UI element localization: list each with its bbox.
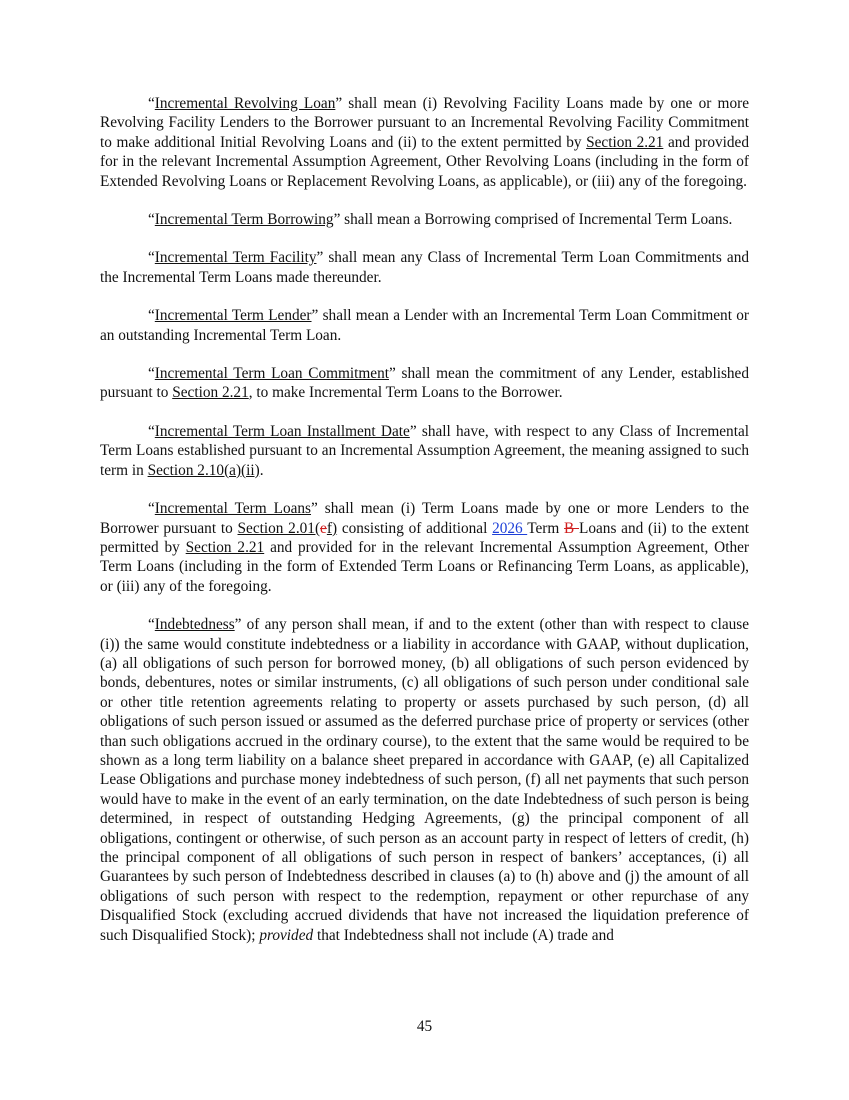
text-run: “: [148, 95, 155, 112]
text-run: Term: [527, 519, 565, 537]
underlined-term: Indebtedness: [154, 616, 235, 634]
underlined-term: Incremental Revolving Loan: [154, 95, 336, 112]
underlined-term: Incremental Term Facility: [154, 249, 317, 267]
text-run: ” shall mean the commitment of any Lender, established pursuant to: [100, 365, 749, 402]
text-run: “: [148, 365, 155, 383]
italic-text: provided: [259, 926, 314, 944]
underlined-term: f): [326, 519, 338, 537]
page-number: 45: [416, 1018, 433, 1035]
text-run: ” shall mean a Borrowing comprised of Incremental Term Loans.: [333, 211, 733, 229]
underlined-term: Section 2.21: [586, 133, 664, 151]
definition-incremental-term-loan-installment-date: [100, 422, 749, 480]
deleted-text: e: [320, 519, 327, 537]
text-run: “: [148, 211, 155, 229]
text-run: and provided for in the relevant Incremental Assumption Agreement, Other Revolving Loans (including in the form of Extended Revolving Loans or Replacement Revolving Loans, as applicable), or (iii) any of the foregoing.: [100, 133, 749, 190]
text-run: , to make Incremental Term Loans to the Borrower.: [248, 384, 563, 402]
underlined-term: Incremental Term Loans: [154, 500, 312, 518]
definition-incremental-term-lender: [100, 306, 749, 345]
text-run: “: [148, 307, 155, 325]
text-run: that Indebtedness shall not include (A) trade and: [313, 926, 614, 944]
text-run: .: [259, 461, 264, 479]
text-run: ” of any person shall mean, if and to the extent (other than with respect to clause (i)) the same would constitute indebtedness or a liability in accordance with GAAP, without duplication, (a) all obligations of such person for borrowed money, (b) all obligations of such person evidenced by bonds, debentures, notes or similar instruments, (c) all obligations of such person under conditional sale or other title retention agreements relating to property or assets purchased by such person, (d) all obligations of such person issued or assumed as the deferred purchase price of property or services (other than such obligations accrued in the ordinary course), to the extent that the same would be required to be shown as a long term liability on a balance sheet prepared in accordance with GAAP, (e) all Capitalized Lease Obligations and purchase money indebtedness of such person, (f) all net payments that such person would have to make in the event of an early termination, on the date Indebtedness of such person is being determined, in respect of outstanding Hedging Agreements, (g) the principal component of all obligations, contingent or otherwise, of such person as an account party in respect of letters of credit, (h) the principal component of all obligations of such person in respect of bankers’ acceptances, (i) all Guarantees by such person of Indebtedness described in clauses (a) to (h) above and (j) the amount of all obligations of such person with respect to the redemption, repayment or other repurchase of any Disqualified Stock (excluding accrued dividends that have not increased the liquidation preference of such Disqualified Stock);: [100, 616, 749, 944]
underlined-term: Incremental Term Borrowing: [154, 211, 334, 229]
underlined-term: Incremental Term Loan Commitment: [154, 365, 389, 383]
underlined-term: Section 2.21: [185, 538, 265, 556]
definition-incremental-term-loan-commitment: [100, 364, 749, 403]
text-run: ” shall mean a Lender with an Incremental Term Loan Commitment or an outstanding Incremental Term Loan.: [100, 307, 749, 344]
text-run: “: [148, 422, 155, 440]
definition-incremental-term-loans: [100, 499, 749, 596]
underlined-term: Incremental Term Lender: [154, 307, 312, 325]
text-run: ” shall mean (i) Revolving Facility Loans made by one or more Revolving Facility Lenders to the Borrower pursuant to an Incremental Revolving Facility Commitment to make additional Initial Revolving Loans and (ii) to the extent permitted by: [100, 95, 749, 151]
definition-incremental-term-borrowing: [100, 210, 749, 229]
text-run: ” shall mean (i) Term Loans made by one or more Lenders to the Borrower pursuant to: [100, 500, 749, 537]
text-run: Loans and (ii) to the extent permitted by: [100, 519, 749, 556]
deleted-text: B: [564, 519, 580, 537]
definition-incremental-revolving-loan: [100, 94, 749, 191]
underlined-term: Section 2.01(: [237, 519, 321, 537]
definition-indebtedness: [100, 615, 749, 945]
text-run: “: [148, 616, 155, 634]
text-run: “: [148, 249, 155, 267]
definition-incremental-term-facility: [100, 248, 749, 287]
text-run: and provided for in the relevant Incremental Assumption Agreement, Other Term Loans (including in the form of Extended Term Loans or Refinancing Term Loans, as applicable), or (iii) any of the foregoing.: [100, 538, 749, 595]
document-body: [100, 94, 749, 964]
underlined-term: Section 2.21: [172, 384, 249, 402]
inserted-text: 2026: [492, 519, 528, 537]
underlined-term: Section 2.10(a)(ii): [147, 461, 260, 479]
text-run: consisting of additional: [337, 519, 493, 537]
text-run: ” shall have, with respect to any Class of Incremental Term Loans established pursuant to an Incremental Assumption Agreement, the meaning assigned to such term in: [100, 422, 749, 479]
text-run: “: [148, 500, 155, 518]
underlined-term: Incremental Term Loan Installment Date: [154, 422, 410, 440]
text-run: ” shall mean any Class of Incremental Term Loan Commitments and the Incremental Term Loans made thereunder.: [100, 249, 749, 286]
